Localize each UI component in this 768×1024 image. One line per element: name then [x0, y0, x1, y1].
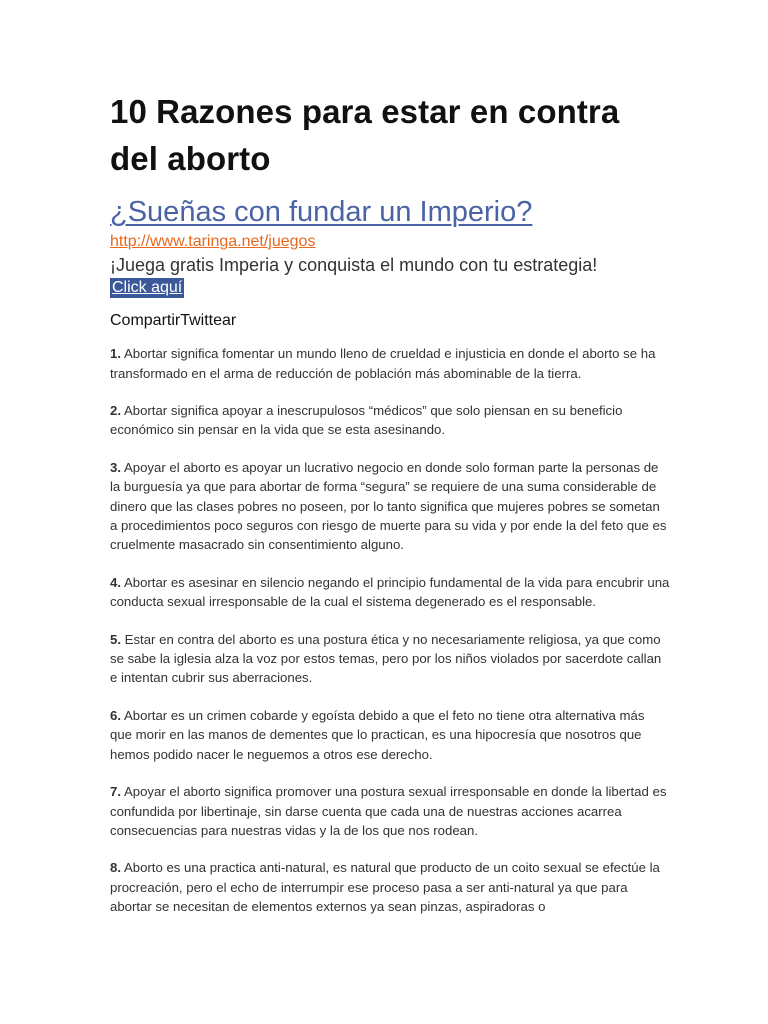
reason-number: 7. — [110, 784, 121, 800]
reason-text: Estar en contra del aborto es una postura ética y no necesariamente religiosa, ya que como se sabe la iglesia alza la voz por estos temas, pero por los niños violados por sacerdote callan e intentan cubrir sus aberraciones. — [110, 631, 662, 686]
reason-text: Aborto es una practica anti-natural, es natural que producto de un coito sexual se efectúe la procreación, pero el echo de interrumpir ese proceso pasa a ser anti-natural ya que para abortar se necesitan de elementos externos ya sean pinzas, aspiradoras o — [110, 860, 660, 915]
reason-number: 2. — [110, 403, 121, 418]
reasons-list — [110, 344, 670, 916]
ad-url-link[interactable]: http://www.taringa.net/juegos — [110, 233, 316, 250]
reason-text: Abortar significa apoyar a inescrupulosos “médicos” que solo piensan en su beneficio económico sin pensar en la vida que se esta asesinando. — [110, 403, 623, 438]
reason-number: 5. — [110, 631, 121, 647]
ad-click-button[interactable]: Click aquí — [112, 279, 183, 296]
reason-item-5 — [110, 630, 670, 688]
reason-text: Apoyar el aborto significa promover una postura sexual irresponsable en donde la libertad es confundida por libertinaje, sin darse cuenta que cada una de nuestras acciones acarrea consecuencias para nuestras vidas y la de los que nos rodean. — [110, 784, 667, 838]
reason-number: 3. — [110, 459, 121, 475]
twittear-link[interactable]: Twittear — [180, 312, 237, 329]
share-row — [110, 311, 670, 331]
reason-text: Abortar es un crimen cobarde y egoísta debido a que el feto no tiene otra alternativa más que morir en las manos de dementes que lo practican, es una hipocresía que nosotros que hemos podido nacer le neguemos a otros ese derecho. — [110, 707, 645, 762]
reason-item-6 — [110, 706, 670, 764]
reason-item-3 — [110, 458, 670, 555]
reason-number: 8. — [110, 860, 121, 876]
compartir-link[interactable]: Compartir — [110, 312, 181, 329]
reason-item-4 — [110, 573, 670, 612]
reason-item-7 — [110, 782, 670, 840]
reason-number: 1. — [110, 346, 121, 362]
reason-item-1 — [110, 344, 670, 383]
reason-number: 6. — [110, 707, 121, 723]
article-title: 10 Razones para estar en contra del aborto — [110, 93, 620, 177]
reason-text: Abortar es asesinar en silencio negando el principio fundamental de la vida para encubrir una conducta sexual irresponsable de la cual el sistema degenerado es el responsable. — [110, 574, 670, 610]
ad-description: ¡Juega gratis Imperia y conquista el mundo con tu estrategia! — [110, 255, 598, 275]
reason-item-2 — [110, 401, 670, 440]
document-page — [110, 88, 670, 935]
reason-number: 4. — [110, 574, 121, 590]
ad-heading-link[interactable]: ¿Sueñas con fundar un Imperio? — [110, 196, 533, 228]
reason-text: Apoyar el aborto es apoyar un lucrativo negocio en donde solo forman parte la personas de la burguesía ya que para abortar de forma “segura” se requiere de una suma considerable de dinero que las clases pobres no poseen, por lo tanto significa que mujeres pobres se sometan a procedimientos poco seguros con riesgo de muerte para su vida y por ende la del feto que es cruelmente masacrado sin consentimiento alguno. — [110, 459, 667, 553]
reason-text: Abortar significa fomentar un mundo lleno de crueldad e injusticia en donde el aborto se ha transformado en el arma de reducción de población más abominable de la tierra. — [110, 346, 656, 381]
reason-item-8 — [110, 858, 670, 916]
